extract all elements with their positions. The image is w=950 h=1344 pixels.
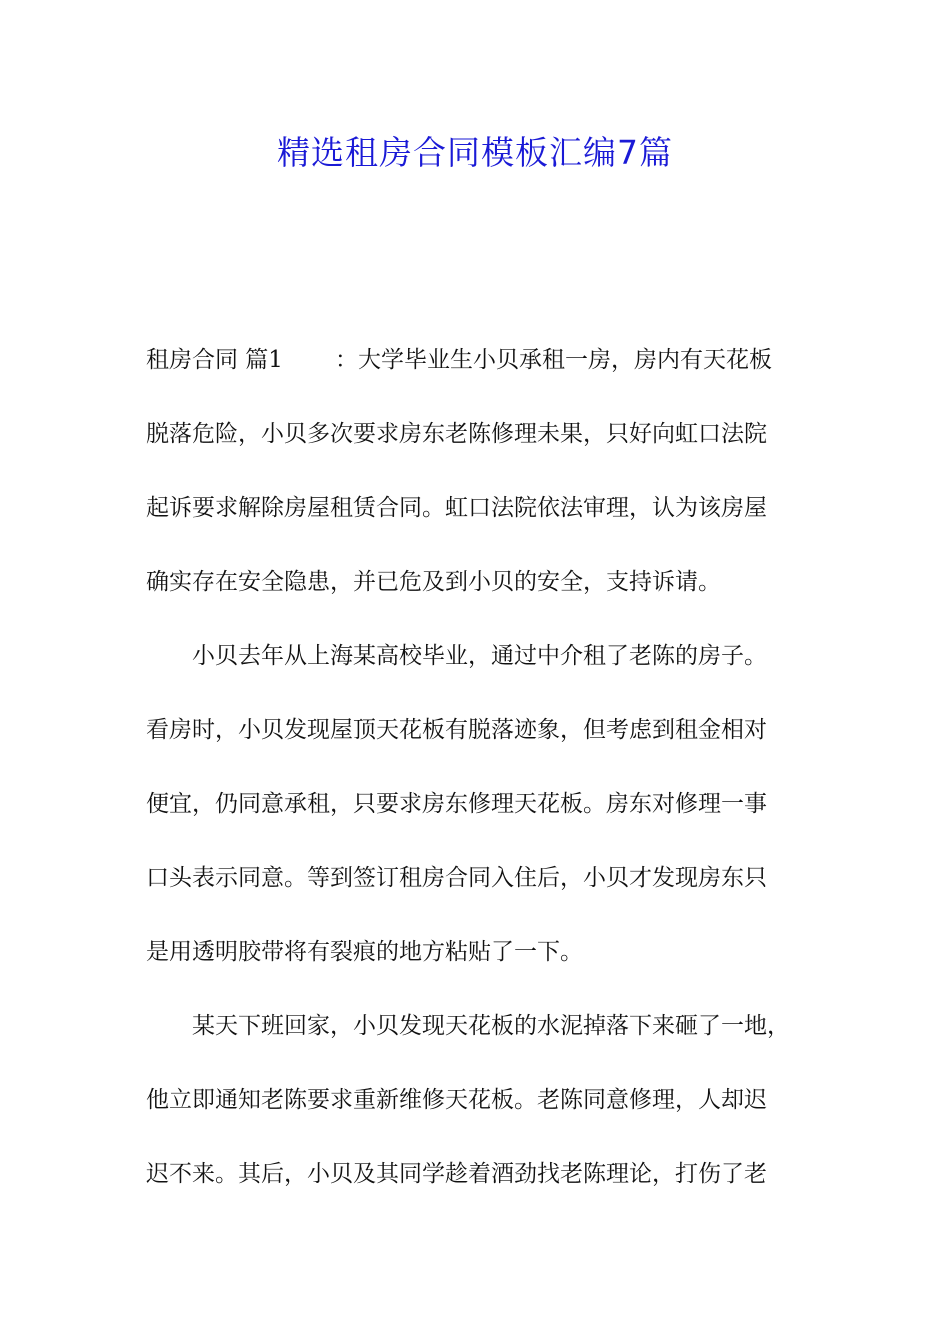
paragraph-line: 脱落危险，小贝多次要求房东老陈修理未果，只好向虹口法院	[146, 421, 767, 447]
paragraph-line: 迟不来。其后，小贝及其同学趁着酒劲找老陈理论，打伤了老	[146, 1161, 767, 1187]
paragraph-line	[146, 340, 772, 380]
paragraph-line: 起诉要求解除房屋租赁合同。虹口法院依法审理，认为该房屋	[146, 495, 767, 521]
section-heading-text: ：大学毕业生小贝承租一房，房内有天花板	[334, 347, 772, 373]
paragraph-line: 是用透明胶带将有裂痕的地方粘贴了一下。	[146, 939, 583, 965]
paragraph-line: 看房时，小贝发现屋顶天花板有脱落迹象，但考虑到租金相对	[146, 717, 767, 743]
paragraph-line: 某天下班回家，小贝发现天花板的水泥掉落下来砸了一地，	[192, 1013, 790, 1039]
paragraph-line: 他立即通知老陈要求重新维修天花板。老陈同意修理，人却迟	[146, 1087, 767, 1113]
paragraph-line: 小贝去年从上海某高校毕业，通过中介租了老陈的房子。	[192, 643, 767, 669]
paragraph-line: 口头表示同意。等到签订租房合同入住后，小贝才发现房东只	[146, 865, 767, 891]
document-title: 精选租房合同模板汇编7篇	[277, 133, 673, 172]
section-heading: 租房合同 篇1	[146, 347, 283, 373]
paragraph-line: 便宜，仍同意承租，只要求房东修理天花板。房东对修理一事	[146, 791, 767, 817]
paragraph-line: 确实存在安全隐患，并已危及到小贝的安全，支持诉请。	[146, 569, 721, 595]
